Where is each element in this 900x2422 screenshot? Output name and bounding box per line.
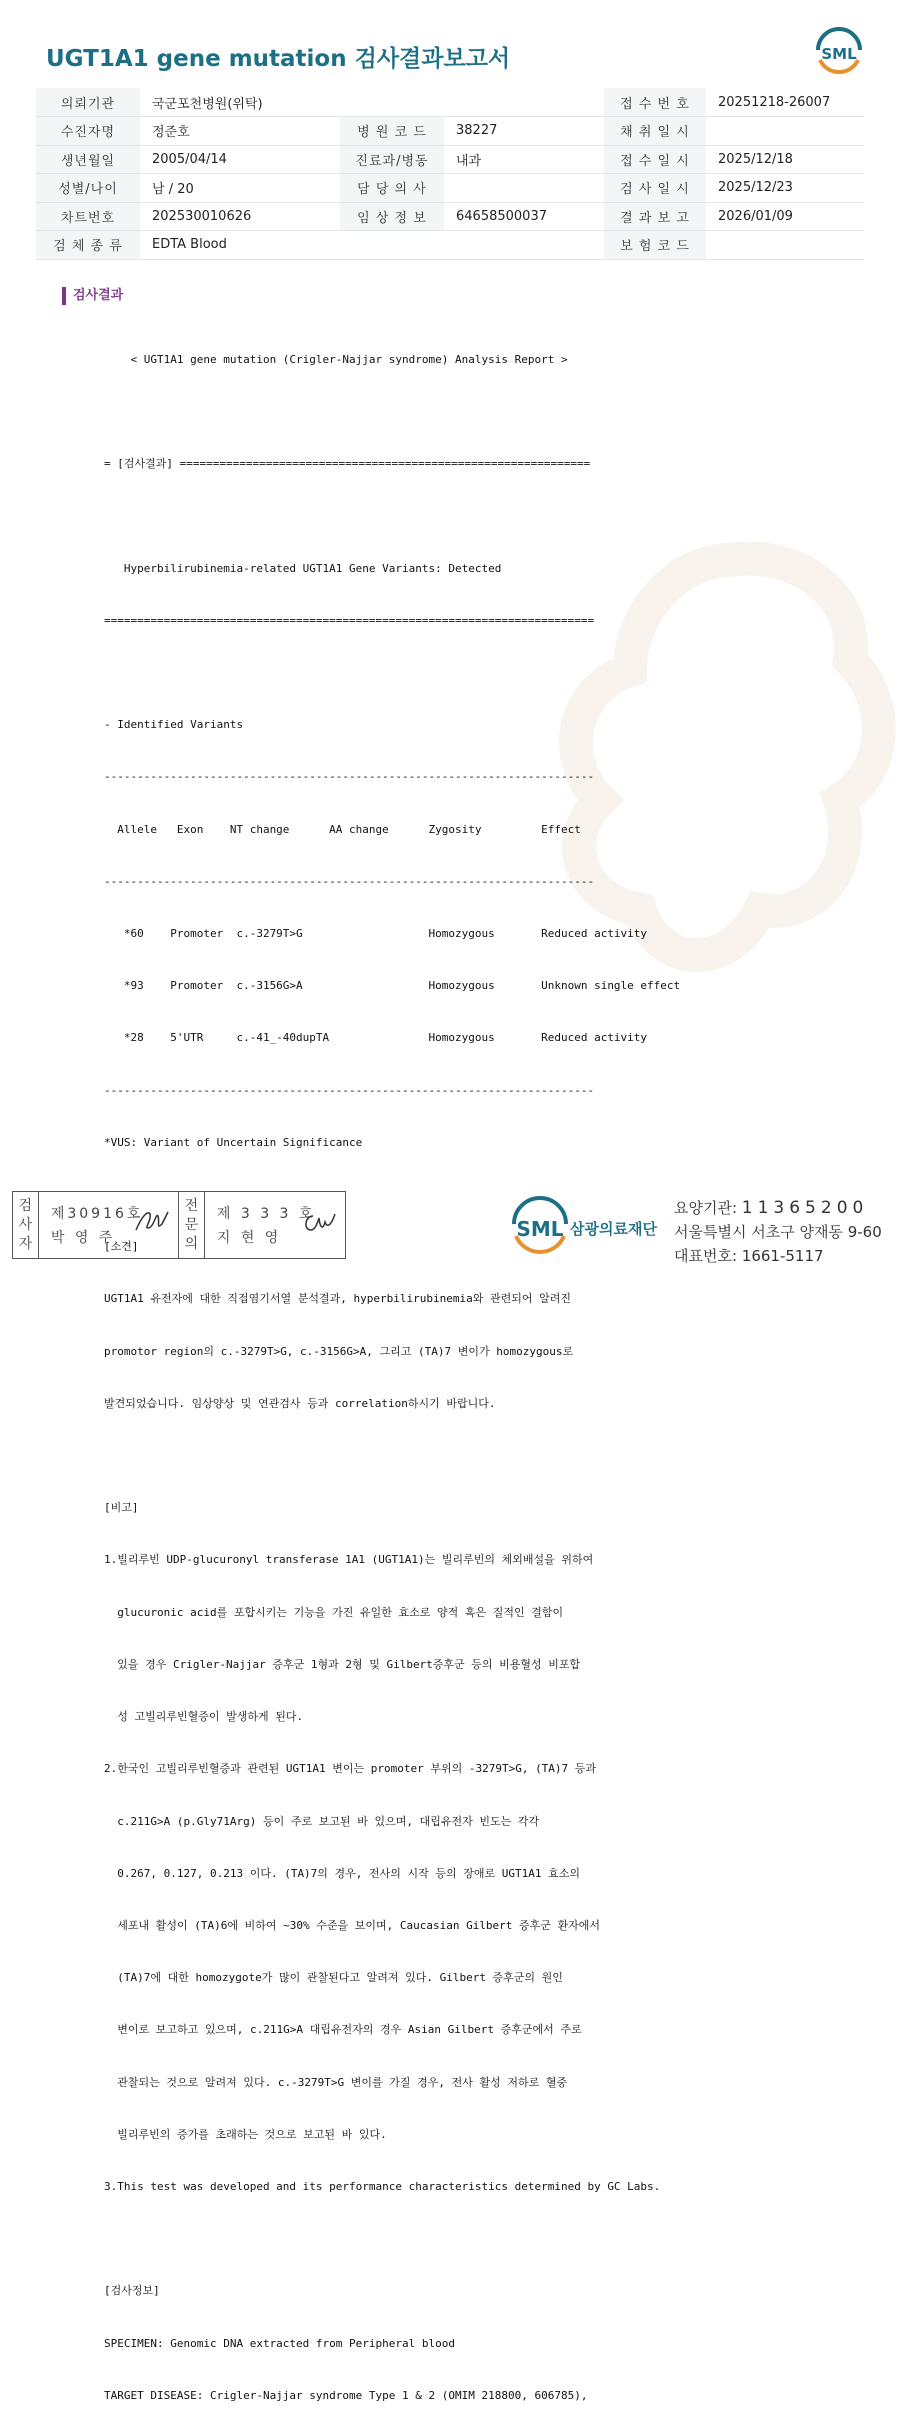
stamp-label-tester [13,1192,39,1258]
sml-foundation-logo [510,1198,670,1258]
report-line: [비고] [104,1501,139,1515]
stamp-tester-cell [39,1192,179,1258]
specialist-license-number: 제 3 3 3 호 [216,1206,316,1222]
value-department: 내과 [444,145,604,174]
label-result-report: 결 과 보 고 [604,202,706,231]
report-line: -------------------------------------------------------------------------- [104,1083,595,1097]
label-specimen-type: 검 체 종 류 [36,231,140,260]
phone-line [674,1244,882,1268]
report-line [104,403,680,420]
sml-logo-icon [812,28,866,78]
report-line [104,507,680,524]
value-receipt-number: 20251218-26007 [706,88,864,117]
report-line: 관찰되는 것으로 알려져 있다. c.-3279T>G 변이를 가질 경우, 전사 활성 저하로 혈중 [104,2075,568,2089]
value-result-report: 2026/01/09 [706,202,864,231]
report-line: SPECIMEN: Genomic DNA extracted from Peripheral blood [104,2336,455,2350]
value-chart-number: 202530010626 [140,202,340,231]
value-specimen-type: EDTA Blood [140,231,604,260]
footer-info [674,1196,882,1268]
svg-text:SML: SML [821,45,857,63]
report-line [104,1447,680,1464]
value-physician [444,174,604,203]
report-line: UGT1A1 유전자에 대한 직접염기서열 분석결과, hyperbilirubinemia와 관련되어 알려진 [104,1292,571,1306]
report-line: [소견] [104,1240,139,1254]
variant-row: *28 5'UTR c.-41_-40dupTA Homozygous Reduced activity [104,1031,648,1045]
institution-code-label: 요양기관: [674,1199,742,1217]
report-line [104,2230,680,2247]
value-sex-age: 남 / 20 [140,174,340,203]
label-receipt-date: 접 수 일 시 [604,145,706,174]
info-row [36,231,864,260]
specialist-signature-icon [301,1206,337,1236]
tester-name: 박 영 주 [50,1230,116,1246]
report-line: 있을 경우 Crigler-Najjar 증후군 1형과 2형 및 Gilbert증후군 등의 비용혈성 비포합 [104,1657,581,1671]
label-collection-date: 채 취 일 시 [604,117,706,146]
report-line: (TA)7에 대한 homozygote가 많이 관찰된다고 알려져 있다. Gilbert 증후군의 원인 [104,1971,563,1985]
report-line: TARGET DISEASE: Crigler-Najjar syndrome Type 1 & 2 (OMIM 218800, 606785), [104,2388,588,2402]
specialist-name: 지 현 영 [216,1230,282,1246]
report-line: 빌리루빈의 증가를 초래하는 것으로 보고된 바 있다. [104,2127,387,2141]
label-requesting-institution: 의뢰기관 [36,88,140,117]
stamp-label-char: 검 [18,1197,33,1214]
value-patient-name: 정준호 [140,117,340,146]
value-birth-date: 2005/04/14 [140,145,340,174]
report-line: - Identified Variants [104,718,244,732]
value-hospital-code: 38227 [444,117,604,146]
info-row [36,117,864,146]
report-line: = [검사결과] ============================================================== [104,457,591,471]
report-line: 세포내 활성이 (TA)6에 비하여 ~30% 수준을 보이며, Caucasian Gilbert 증후군 환자에서 [104,1918,601,1932]
variant-table-header: Allele Exon NT change AA change Zygosity Effect [104,822,581,836]
footer-address: 서울특별시 서초구 양재동 9-60 [674,1223,882,1241]
report-line: c.211G>A (p.Gly71Arg) 등이 주로 보고된 바 있으며, 대립유전자 빈도는 각각 [104,1814,540,1828]
report-line: -------------------------------------------------------------------------- [104,770,595,784]
label-clinical-info: 임 상 정 보 [340,202,444,231]
report-body [104,316,680,2422]
report-line: 3.This test was developed and its performance characteristics determined by GC Labs. [104,2179,661,2193]
stamp-label-char: 문 [184,1216,199,1233]
stamp-label-char: 의 [184,1235,199,1252]
report-line: -------------------------------------------------------------------------- [104,874,595,888]
info-row [36,174,864,203]
stamp-label-specialist [179,1192,205,1258]
report-line: < UGT1A1 gene mutation (Crigler-Najjar syndrome) Analysis Report > [104,352,568,366]
report-line: ========================================================================== [104,613,595,627]
value-test-date: 2025/12/23 [706,174,864,203]
variant-row: *60 Promoter c.-3279T>G Homozygous Reduced activity [104,927,648,941]
value-collection-date [706,117,864,146]
institution-code-line [674,1196,882,1220]
report-line: promotor region의 c.-3279T>G, c.-3156G>A, 그리고 (TA)7 변이가 homozygous로 [104,1344,574,1358]
report-line [104,664,680,681]
label-chart-number: 차트번호 [36,202,140,231]
report-line: 성 고빌리루빈혈증이 발생하게 된다. [104,1710,304,1724]
label-physician: 담 당 의 사 [340,174,444,203]
report-line: [검사정보] [104,2284,160,2298]
label-birth-date: 생년월일 [36,145,140,174]
tester-license-number: 제30916호 [50,1206,144,1222]
report-line: Hyperbilirubinemia-related UGT1A1 Gene Variants: Detected [104,561,502,575]
value-clinical-info: 64658500037 [444,202,604,231]
info-row [36,88,864,117]
report-line: 1.빌리루빈 UDP-glucuronyl transferase 1A1 (UGT1A1)는 빌리루빈의 체외배설을 위하여 [104,1553,594,1567]
info-row [36,202,864,231]
svg-text:SML: SML [516,1217,564,1241]
patient-info-table [36,88,864,260]
tester-signature-icon [134,1206,170,1236]
stamp-label-char: 사 [18,1216,33,1233]
label-test-date: 검 사 일 시 [604,174,706,203]
label-sex-age: 성별/나이 [36,174,140,203]
report-line: *VUS: Variant of Uncertain Significance [104,1135,363,1149]
report-line: 0.267, 0.127, 0.213 이다. (TA)7의 경우, 전사의 시작 등의 장애로 UGT1A1 효소의 [104,1866,581,1880]
value-receipt-date: 2025/12/18 [706,145,864,174]
institution-code-value: 11365200 [741,1198,869,1218]
report-line: 변이로 보고하고 있으며, c.211G>A 대립유전자의 경우 Asian Gilbert 증후군에서 주로 [104,2023,582,2037]
stamp-label-char: 전 [184,1197,199,1214]
report-line: 발견되었습니다. 임상양상 및 연관검사 등과 correlation하시기 바랍니다. [104,1396,496,1410]
value-requesting-institution: 국군포천병원(위탁) [140,88,604,117]
label-receipt-number: 접 수 번 호 [604,88,706,117]
label-patient-name: 수진자명 [36,117,140,146]
value-insurance-code [706,231,864,260]
label-department: 진료과/병동 [340,145,444,174]
section-title-results: 검사결과 [62,287,123,305]
stamp-specialist-cell [205,1192,345,1258]
report-line: 2.한국인 고빌리루빈혈증과 관련된 UGT1A1 변이는 promoter 부위의 -3279T>G, (TA)7 등과 [104,1762,597,1776]
phone-label: 대표번호: [674,1247,742,1265]
variant-row: *93 Promoter c.-3156G>A Homozygous Unknown single effect [104,979,681,993]
label-insurance-code: 보 험 코 드 [604,231,706,260]
info-row [36,145,864,174]
phone-value: 1661-5117 [741,1247,824,1265]
report-title: UGT1A1 gene mutation 검사결과보고서 [46,46,511,72]
stamp-label-char: 자 [18,1235,33,1252]
report-line: glucuronic acid를 포합시키는 기능을 가진 유일한 효소로 양적 혹은 질적인 결함이 [104,1605,564,1619]
signature-stamp [12,1191,346,1259]
label-hospital-code: 병 원 코 드 [340,117,444,146]
svg-text:삼광의료재단: 삼광의료재단 [570,1220,657,1238]
